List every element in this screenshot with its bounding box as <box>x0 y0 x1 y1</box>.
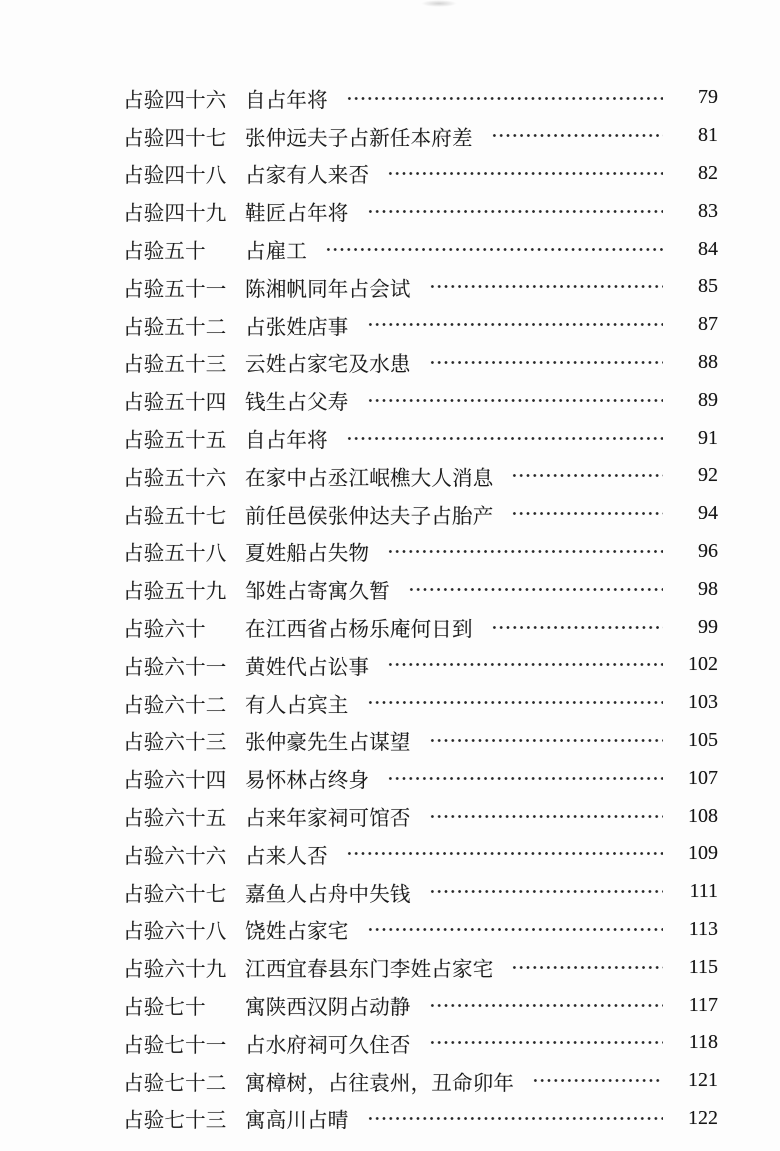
toc-row <box>0 419 780 457</box>
toc-entry-title: 江西宜春县东门李姓占家宅 <box>245 959 494 982</box>
toc-row <box>0 948 780 986</box>
toc-entry-label: 占验五十九 <box>123 581 227 604</box>
toc-entry-page-number: 121 <box>688 1069 718 1092</box>
toc-entry-page-number: 87 <box>698 313 718 336</box>
toc-entry-label: 占验五十七 <box>123 505 227 528</box>
toc-row <box>0 230 780 268</box>
toc-row <box>0 759 780 797</box>
toc-leader-dots <box>325 230 663 268</box>
toc-entry-page-number: 117 <box>688 993 718 1016</box>
toc-entry-page-number: 98 <box>698 577 718 600</box>
toc-entry-label: 占验六十 <box>123 619 206 642</box>
toc-entry-label: 占验六十二 <box>123 694 227 717</box>
toc-entry-label: 占验六十一 <box>123 656 227 679</box>
toc-entry-title: 邹姓占寄寓久暂 <box>245 581 390 604</box>
toc-entry-page-number: 82 <box>698 161 718 184</box>
toc-entry-title: 寓高川占晴 <box>245 1110 349 1133</box>
toc-row <box>0 684 780 722</box>
toc-entry-title: 自占年将 <box>245 89 328 112</box>
toc-leader-dots <box>532 1062 663 1100</box>
scan-smudge-artifact <box>421 0 457 7</box>
toc-row <box>0 117 780 155</box>
toc-entry-title: 鞋匠占年将 <box>245 203 349 226</box>
toc-entry-label: 占验五十三 <box>123 354 227 377</box>
toc-row <box>0 381 780 419</box>
toc-leader-dots <box>408 570 663 608</box>
toc-row <box>0 344 780 382</box>
toc-entry-title: 占张姓店事 <box>245 316 349 339</box>
toc-row <box>0 79 780 117</box>
toc-entry-page-number: 88 <box>698 350 718 373</box>
toc-entry-label: 占验六十八 <box>123 921 227 944</box>
toc-entry-title: 占家有人来否 <box>245 165 370 188</box>
toc-entry-label: 占验六十四 <box>123 770 227 793</box>
toc-row <box>0 608 780 646</box>
toc-entry-title: 在江西省占杨乐庵何日到 <box>245 619 473 642</box>
toc-entry-page-number: 113 <box>688 917 718 940</box>
toc-entry-title: 寓樟树，占往袁州，丑命卯年 <box>245 1072 515 1095</box>
toc-leader-dots <box>367 911 664 949</box>
toc-list <box>0 79 780 1137</box>
toc-entry-page-number: 109 <box>688 842 718 865</box>
toc-leader-dots <box>367 381 664 419</box>
toc-entry-label: 占验四十八 <box>123 165 227 188</box>
toc-entry-label: 占验六十六 <box>123 845 227 868</box>
toc-entry-title: 自占年将 <box>245 430 328 453</box>
toc-entry-title: 有人占宾主 <box>245 694 349 717</box>
toc-row <box>0 192 780 230</box>
toc-leader-dots <box>346 419 663 457</box>
toc-entry-label: 占验六十三 <box>123 732 227 755</box>
toc-leader-dots <box>429 722 663 760</box>
toc-entry-label: 占验六十五 <box>123 808 227 831</box>
toc-entry-page-number: 115 <box>688 955 718 978</box>
toc-entry-page-number: 103 <box>688 691 718 714</box>
toc-entry-label: 占验七十 <box>123 997 206 1020</box>
toc-leader-dots <box>367 192 664 230</box>
toc-entry-label: 占验四十九 <box>123 203 227 226</box>
toc-entry-label: 占验四十七 <box>123 127 227 150</box>
toc-row <box>0 835 780 873</box>
toc-entry-label: 占验五十五 <box>123 430 227 453</box>
toc-leader-dots <box>429 797 663 835</box>
toc-entry-page-number: 111 <box>689 880 718 903</box>
toc-row <box>0 155 780 193</box>
toc-row <box>0 533 780 571</box>
toc-entry-label: 占验七十三 <box>123 1110 227 1133</box>
toc-entry-title: 陈湘帆同年占会试 <box>245 278 411 301</box>
toc-row <box>0 1062 780 1100</box>
toc-entry-title: 张仲豪先生占谋望 <box>245 732 411 755</box>
toc-entry-page-number: 85 <box>698 275 718 298</box>
toc-entry-title: 黄姓代占讼事 <box>245 656 370 679</box>
toc-row <box>0 911 780 949</box>
toc-entry-title: 前任邑侯张仲达夫子占胎产 <box>245 505 494 528</box>
toc-row <box>0 797 780 835</box>
toc-row <box>0 1024 780 1062</box>
toc-entry-title: 占来人否 <box>245 845 328 868</box>
toc-entry-page-number: 96 <box>698 539 718 562</box>
toc-entry-title: 云姓占家宅及水患 <box>245 354 411 377</box>
toc-row <box>0 1100 780 1138</box>
toc-leader-dots <box>429 268 663 306</box>
toc-entry-page-number: 81 <box>698 124 718 147</box>
toc-leader-dots <box>367 1100 664 1138</box>
toc-leader-dots <box>511 948 663 986</box>
toc-entry-page-number: 89 <box>698 388 718 411</box>
toc-entry-title: 张仲远夫子占新任本府差 <box>245 127 473 150</box>
toc-row <box>0 646 780 684</box>
toc-leader-dots <box>367 306 664 344</box>
toc-leader-dots <box>367 684 664 722</box>
toc-entry-title: 夏姓船占失物 <box>245 543 370 566</box>
toc-entry-label: 占验五十一 <box>123 278 227 301</box>
toc-entry-label: 占验五十二 <box>123 316 227 339</box>
toc-leader-dots <box>491 117 663 155</box>
toc-entry-label: 占验四十六 <box>123 89 227 112</box>
toc-entry-title: 占水府祠可久住否 <box>245 1034 411 1057</box>
toc-entry-label: 占验五十四 <box>123 392 227 415</box>
toc-entry-page-number: 83 <box>698 199 718 222</box>
toc-row <box>0 495 780 533</box>
toc-entry-page-number: 107 <box>688 766 718 789</box>
toc-entry-page-number: 94 <box>698 502 718 525</box>
toc-leader-dots <box>346 79 663 117</box>
toc-entry-label: 占验七十二 <box>123 1072 227 1095</box>
toc-entry-label: 占验六十九 <box>123 959 227 982</box>
toc-leader-dots <box>387 759 663 797</box>
toc-entry-label: 占验七十一 <box>123 1034 227 1057</box>
toc-leader-dots <box>429 344 663 382</box>
toc-leader-dots <box>387 646 663 684</box>
toc-entry-label: 占验五十八 <box>123 543 227 566</box>
toc-leader-dots <box>387 533 663 571</box>
toc-leader-dots <box>429 986 663 1024</box>
toc-leader-dots <box>511 495 663 533</box>
toc-row <box>0 722 780 760</box>
toc-entry-label: 占验五十 <box>123 241 206 264</box>
toc-leader-dots <box>387 155 663 193</box>
toc-row <box>0 986 780 1024</box>
toc-row <box>0 306 780 344</box>
toc-entry-title: 寓陕西汉阴占动静 <box>245 997 411 1020</box>
toc-entry-title: 饶姓占家宅 <box>245 921 349 944</box>
toc-entry-label: 占验六十七 <box>123 883 227 906</box>
toc-entry-page-number: 92 <box>698 464 718 487</box>
toc-entry-label: 占验五十六 <box>123 467 227 490</box>
toc-leader-dots <box>491 608 663 646</box>
toc-leader-dots <box>429 873 663 911</box>
toc-entry-page-number: 118 <box>688 1031 718 1054</box>
toc-entry-title: 嘉鱼人占舟中失钱 <box>245 883 411 906</box>
toc-entry-page-number: 108 <box>688 804 718 827</box>
toc-entry-page-number: 79 <box>698 86 718 109</box>
toc-leader-dots <box>429 1024 663 1062</box>
toc-entry-page-number: 102 <box>688 653 718 676</box>
toc-row <box>0 570 780 608</box>
toc-entry-title: 占来年家祠可馆否 <box>245 808 411 831</box>
toc-entry-title: 钱生占父寿 <box>245 392 349 415</box>
toc-entry-page-number: 91 <box>698 426 718 449</box>
toc-entry-title: 占雇工 <box>245 241 308 264</box>
toc-entry-page-number: 84 <box>698 237 718 260</box>
toc-leader-dots <box>346 835 663 873</box>
toc-row <box>0 268 780 306</box>
toc-leader-dots <box>511 457 663 495</box>
toc-entry-page-number: 105 <box>688 728 718 751</box>
toc-entry-page-number: 99 <box>698 615 718 638</box>
toc-row <box>0 457 780 495</box>
toc-entry-title: 易怀林占终身 <box>245 770 370 793</box>
toc-row <box>0 873 780 911</box>
toc-entry-title: 在家中占丞江岷樵大人消息 <box>245 467 494 490</box>
toc-entry-page-number: 122 <box>688 1106 718 1129</box>
